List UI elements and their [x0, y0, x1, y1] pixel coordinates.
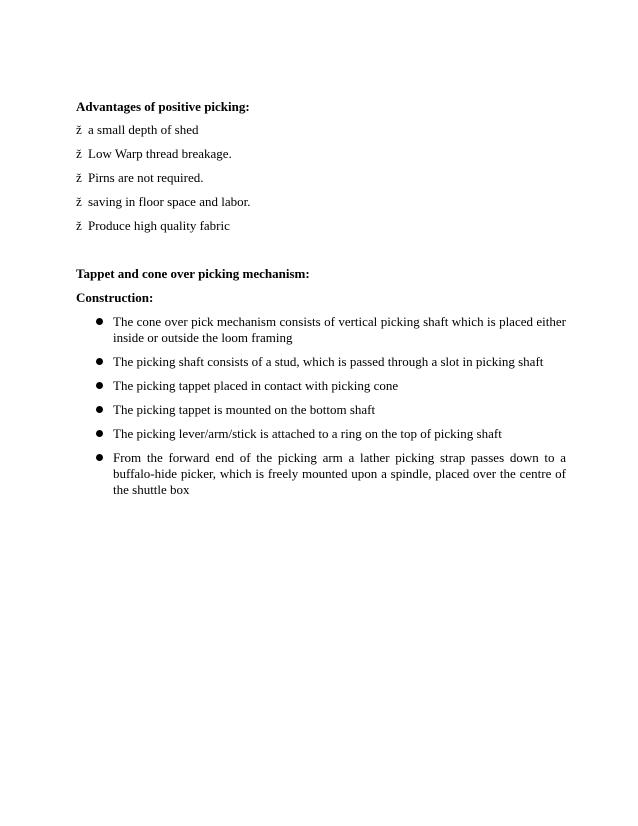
list-item-text: From the forward end of the picking arm a lather picking strap passes down to a buffalo-hide picker, which is freely mounted upon a spindle, placed over the centre of the shuttle box [113, 450, 566, 497]
bullet-icon [96, 430, 103, 437]
list-item-text: The picking tappet placed in contact with picking cone [113, 378, 399, 393]
list-item [96, 426, 566, 442]
list-marker: ž [76, 218, 82, 233]
construction-list [96, 314, 566, 506]
list-item [96, 354, 566, 370]
list-item-text: The picking tappet is mounted on the bottom shaft [113, 402, 376, 417]
bullet-icon [96, 358, 103, 365]
list-item-text: The cone over pick mechanism consists of vertical picking shaft which is placed either inside or outside the loom framing [113, 314, 566, 345]
list-item [96, 378, 566, 394]
bullet-icon [96, 382, 103, 389]
list-item [96, 402, 566, 418]
list-item [76, 146, 250, 170]
bullet-icon [96, 406, 103, 413]
list-item [96, 314, 566, 346]
list-marker: ž [76, 194, 82, 209]
list-item [76, 218, 250, 242]
list-item [96, 450, 566, 498]
advantages-list [76, 122, 250, 242]
list-item [76, 170, 250, 194]
list-item-text: Low Warp thread breakage. [88, 146, 232, 161]
list-marker: ž [76, 146, 82, 161]
bullet-icon [96, 454, 103, 461]
list-item [76, 122, 250, 146]
list-item-text: The picking lever/arm/stick is attached to a ring on the top of picking shaft [113, 426, 502, 441]
list-item-text: Pirns are not required. [88, 170, 204, 185]
mechanism-heading: Tappet and cone over picking mechanism: [76, 266, 310, 281]
list-item-text: saving in floor space and labor. [88, 194, 251, 209]
list-item [76, 194, 250, 218]
list-marker: ž [76, 170, 82, 185]
construction-subheading: Construction: [76, 290, 154, 305]
list-item-text: Produce high quality fabric [88, 218, 230, 233]
bullet-icon [96, 318, 103, 325]
list-item-text: The picking shaft consists of a stud, which is passed through a slot in picking shaft [113, 354, 544, 369]
list-item-text: a small depth of shed [88, 122, 199, 137]
advantages-heading: Advantages of positive picking: [76, 99, 250, 114]
list-marker: ž [76, 122, 82, 137]
